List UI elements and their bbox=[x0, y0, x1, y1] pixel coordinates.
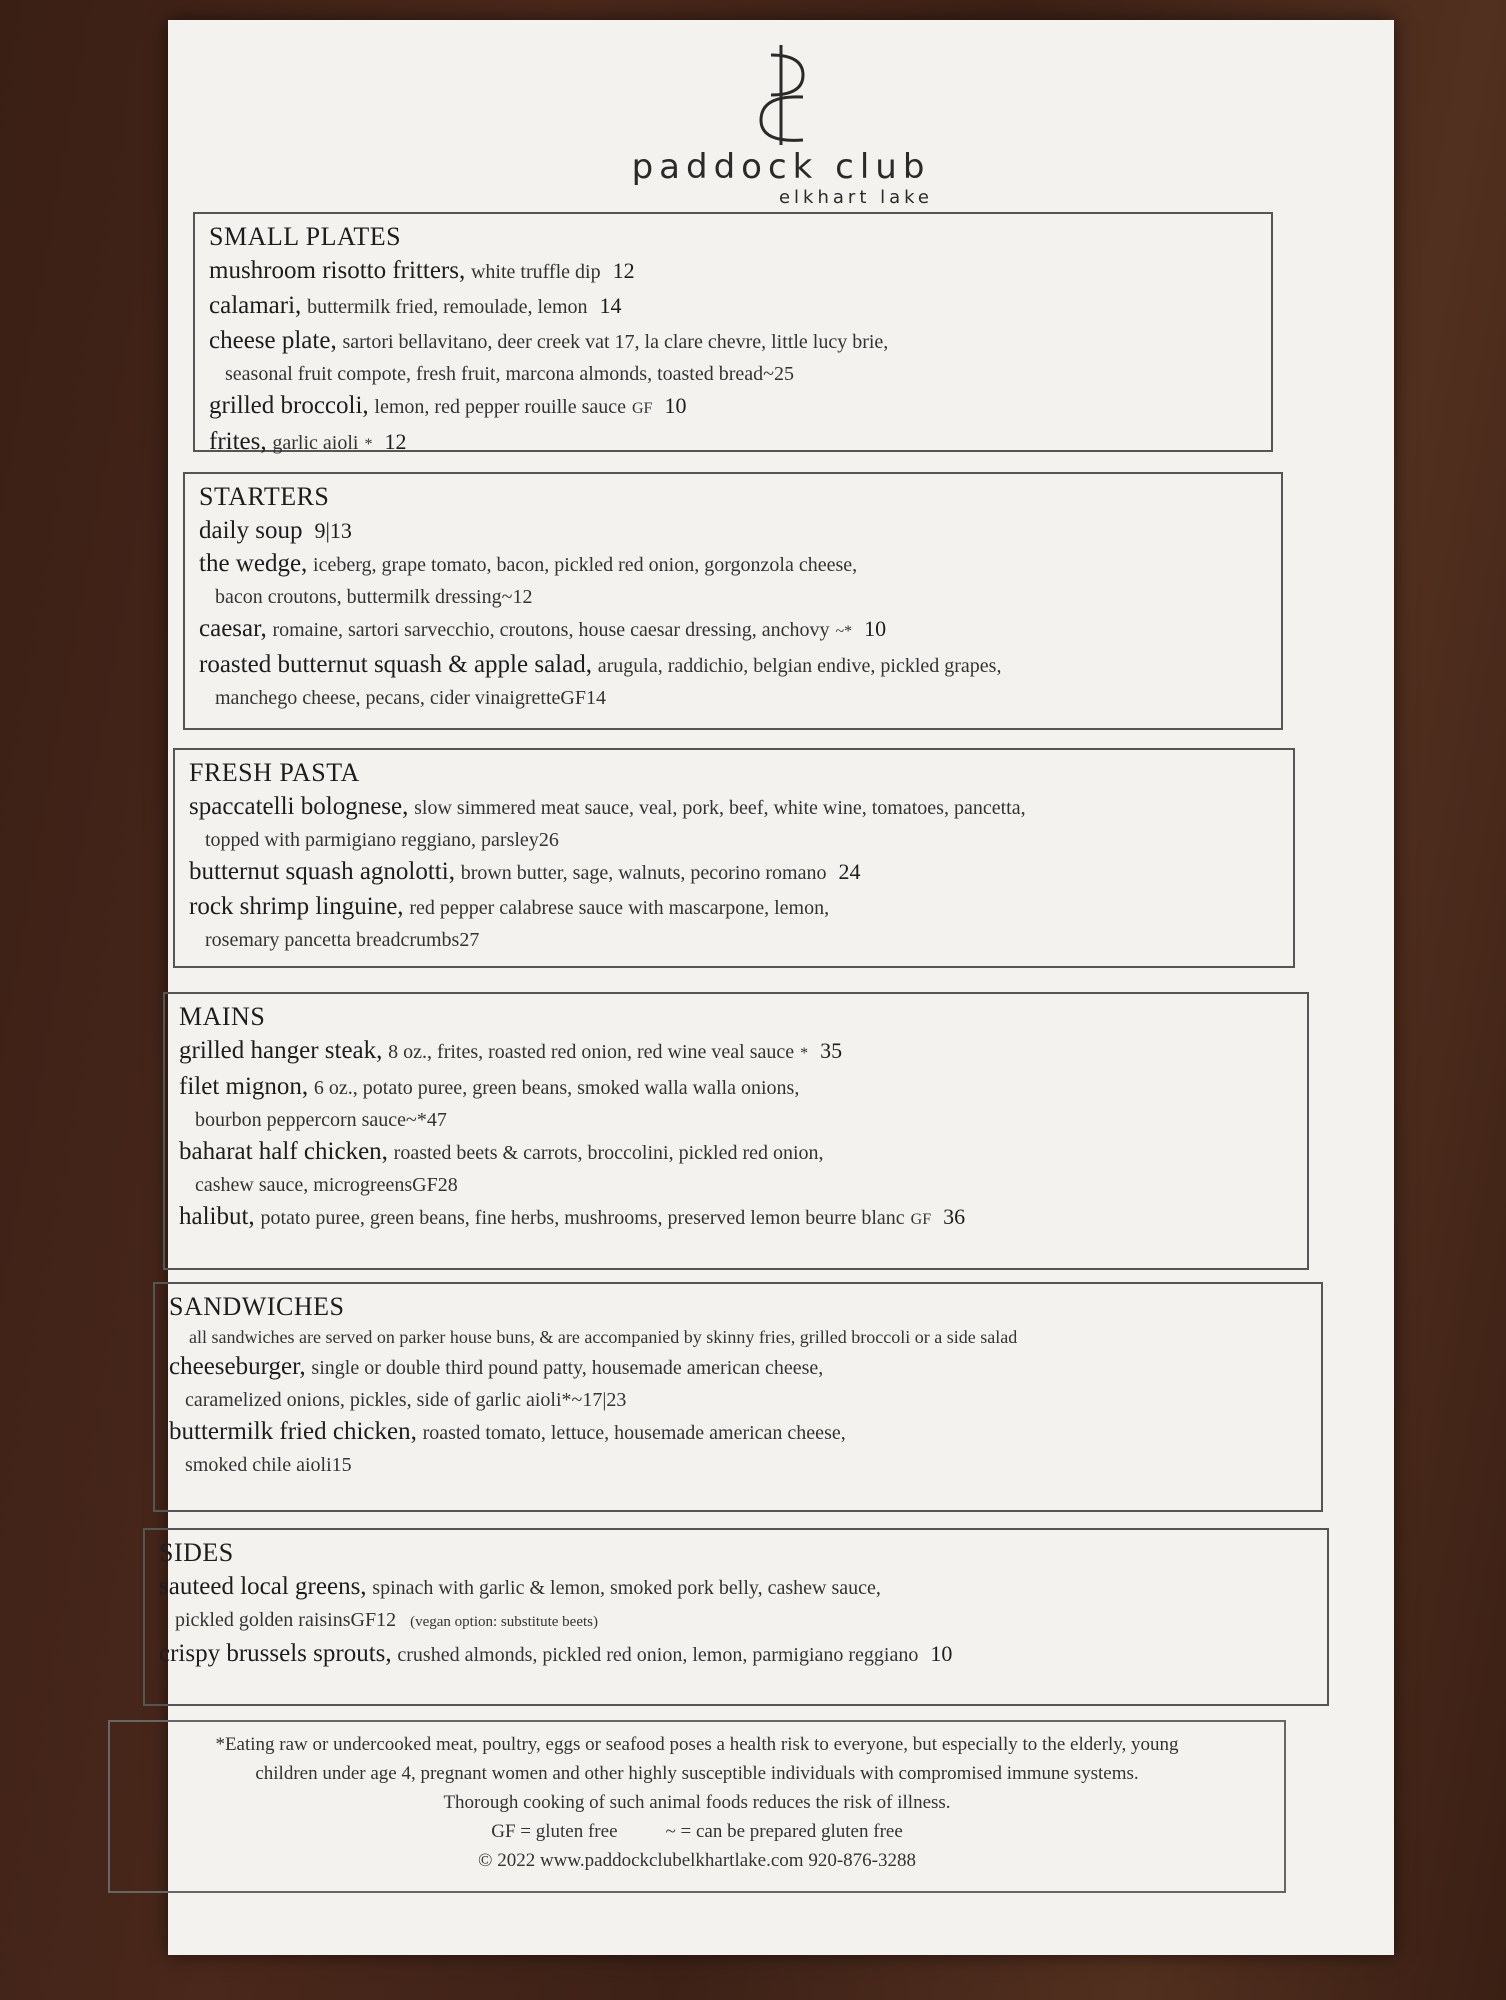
section-sides bbox=[143, 1528, 1329, 1706]
footer bbox=[108, 1720, 1286, 1893]
section-sandwiches bbox=[153, 1282, 1323, 1512]
menu-item-cont: manchego cheese, pecans, cider vinaigretteGF14 bbox=[215, 687, 606, 709]
health-warning: children under age 4, pregnant women and other highly susceptible individuals with compromised immune systems. bbox=[255, 1763, 1139, 1784]
menu-item: daily soup 9|13 bbox=[199, 517, 352, 544]
logo bbox=[168, 45, 1394, 208]
menu-item-cont: cashew sauce, microgreensGF28 bbox=[195, 1174, 458, 1196]
menu-item: grilled broccoli, lemon, red pepper rouille sauce GF 10 bbox=[209, 392, 687, 419]
legend bbox=[110, 1817, 1284, 1846]
section-fresh-pasta bbox=[173, 748, 1295, 968]
menu-item: butternut squash agnolotti, brown butter, sage, walnuts, pecorino romano 24 bbox=[189, 858, 861, 885]
brand-name: paddock club bbox=[631, 147, 931, 187]
menu-item: sauteed local greens, spinach with garlic & lemon, smoked pork belly, cashew sauce, bbox=[159, 1573, 881, 1600]
section-title: MAINS bbox=[179, 1002, 266, 1031]
menu-item: cheese plate, sartori bellavitano, deer creek vat 17, la clare chevre, little lucy brie, bbox=[209, 327, 889, 354]
section-title: SIDES bbox=[159, 1538, 234, 1567]
menu-item-cont: rosemary pancetta breadcrumbs27 bbox=[205, 929, 480, 951]
section-starters bbox=[183, 472, 1283, 730]
menu-item: roasted butternut squash & apple salad, arugula, raddichio, belgian endive, pickled grapes, bbox=[199, 651, 1002, 678]
section-note: all sandwiches are served on parker house buns, & are accompanied by skinny fries, grilled broccoli or a side salad bbox=[189, 1327, 1018, 1347]
menu-item-cont: seasonal fruit compote, fresh fruit, marcona almonds, toasted bread~25 bbox=[225, 363, 794, 385]
menu-item-cont: bourbon peppercorn sauce~*47 bbox=[195, 1109, 447, 1131]
legend-gf: GF = gluten free bbox=[491, 1821, 618, 1842]
copyright: © 2022 www.paddockclubelkhartlake.com 920-876-3288 bbox=[478, 1850, 916, 1871]
menu-item: rock shrimp linguine, red pepper calabrese sauce with mascarpone, lemon, bbox=[189, 893, 830, 920]
menu-item-cont: topped with parmigiano reggiano, parsley26 bbox=[205, 829, 559, 851]
menu-item: spaccatelli bolognese, slow simmered meat sauce, veal, pork, beef, white wine, tomatoes, pancetta, bbox=[189, 793, 1026, 820]
menu-item: halibut, potato puree, green beans, fine herbs, mushrooms, preserved lemon beurre blanc GF 36 bbox=[179, 1203, 966, 1230]
menu-item: calamari, buttermilk fried, remoulade, lemon 14 bbox=[209, 292, 622, 319]
menu-item: mushroom risotto fritters, white truffle dip 12 bbox=[209, 257, 635, 284]
menu-item: cheeseburger, single or double third pound patty, housemade american cheese, bbox=[169, 1353, 824, 1380]
health-warning: Thorough cooking of such animal foods reduces the risk of illness. bbox=[443, 1792, 951, 1813]
menu-paper bbox=[159, 20, 1394, 1955]
section-title: FRESH PASTA bbox=[189, 758, 360, 787]
brand-location: elkhart lake bbox=[778, 187, 933, 208]
section-title: SMALL PLATES bbox=[209, 222, 402, 251]
menu-item-cont: smoked chile aioli15 bbox=[185, 1454, 352, 1476]
pc-monogram-icon bbox=[741, 45, 821, 145]
menu-item: frites, garlic aioli * 12 bbox=[209, 428, 407, 455]
section-title: SANDWICHES bbox=[169, 1292, 345, 1321]
section-small-plates bbox=[193, 212, 1273, 455]
menu-item: baharat half chicken, roasted beets & carrots, broccolini, pickled red onion, bbox=[179, 1138, 824, 1165]
section-title: STARTERS bbox=[199, 482, 330, 511]
menu-item: buttermilk fried chicken, roasted tomato, lettuce, housemade american cheese, bbox=[169, 1418, 846, 1445]
menu-item: grilled hanger steak, 8 oz., frites, roasted red onion, red wine veal sauce * 35 bbox=[179, 1037, 843, 1064]
menu-item-cont: caramelized onions, pickles, side of garlic aioli*~17|23 bbox=[185, 1389, 627, 1411]
menu-item: the wedge, iceberg, grape tomato, bacon, pickled red onion, gorgonzola cheese, bbox=[199, 550, 858, 577]
menu-item: caesar, romaine, sartori sarvecchio, croutons, house caesar dressing, anchovy ~* 10 bbox=[199, 615, 887, 642]
menu-item: crispy brussels sprouts, crushed almonds, pickled red onion, lemon, parmigiano reggiano 10 bbox=[159, 1640, 953, 1667]
menu-item-cont: bacon croutons, buttermilk dressing~12 bbox=[215, 586, 533, 608]
section-mains bbox=[163, 992, 1309, 1270]
menu-item-cont: pickled golden raisinsGF12 (vegan option: substitute beets) bbox=[175, 1609, 598, 1631]
legend-tilde: ~ = can be prepared gluten free bbox=[665, 1821, 903, 1842]
health-warning: *Eating raw or undercooked meat, poultry, eggs or seafood poses a health risk to everyone, but especially to the elderly, young bbox=[215, 1734, 1179, 1755]
menu-item: filet mignon, 6 oz., potato puree, green beans, smoked walla walla onions, bbox=[179, 1073, 800, 1100]
